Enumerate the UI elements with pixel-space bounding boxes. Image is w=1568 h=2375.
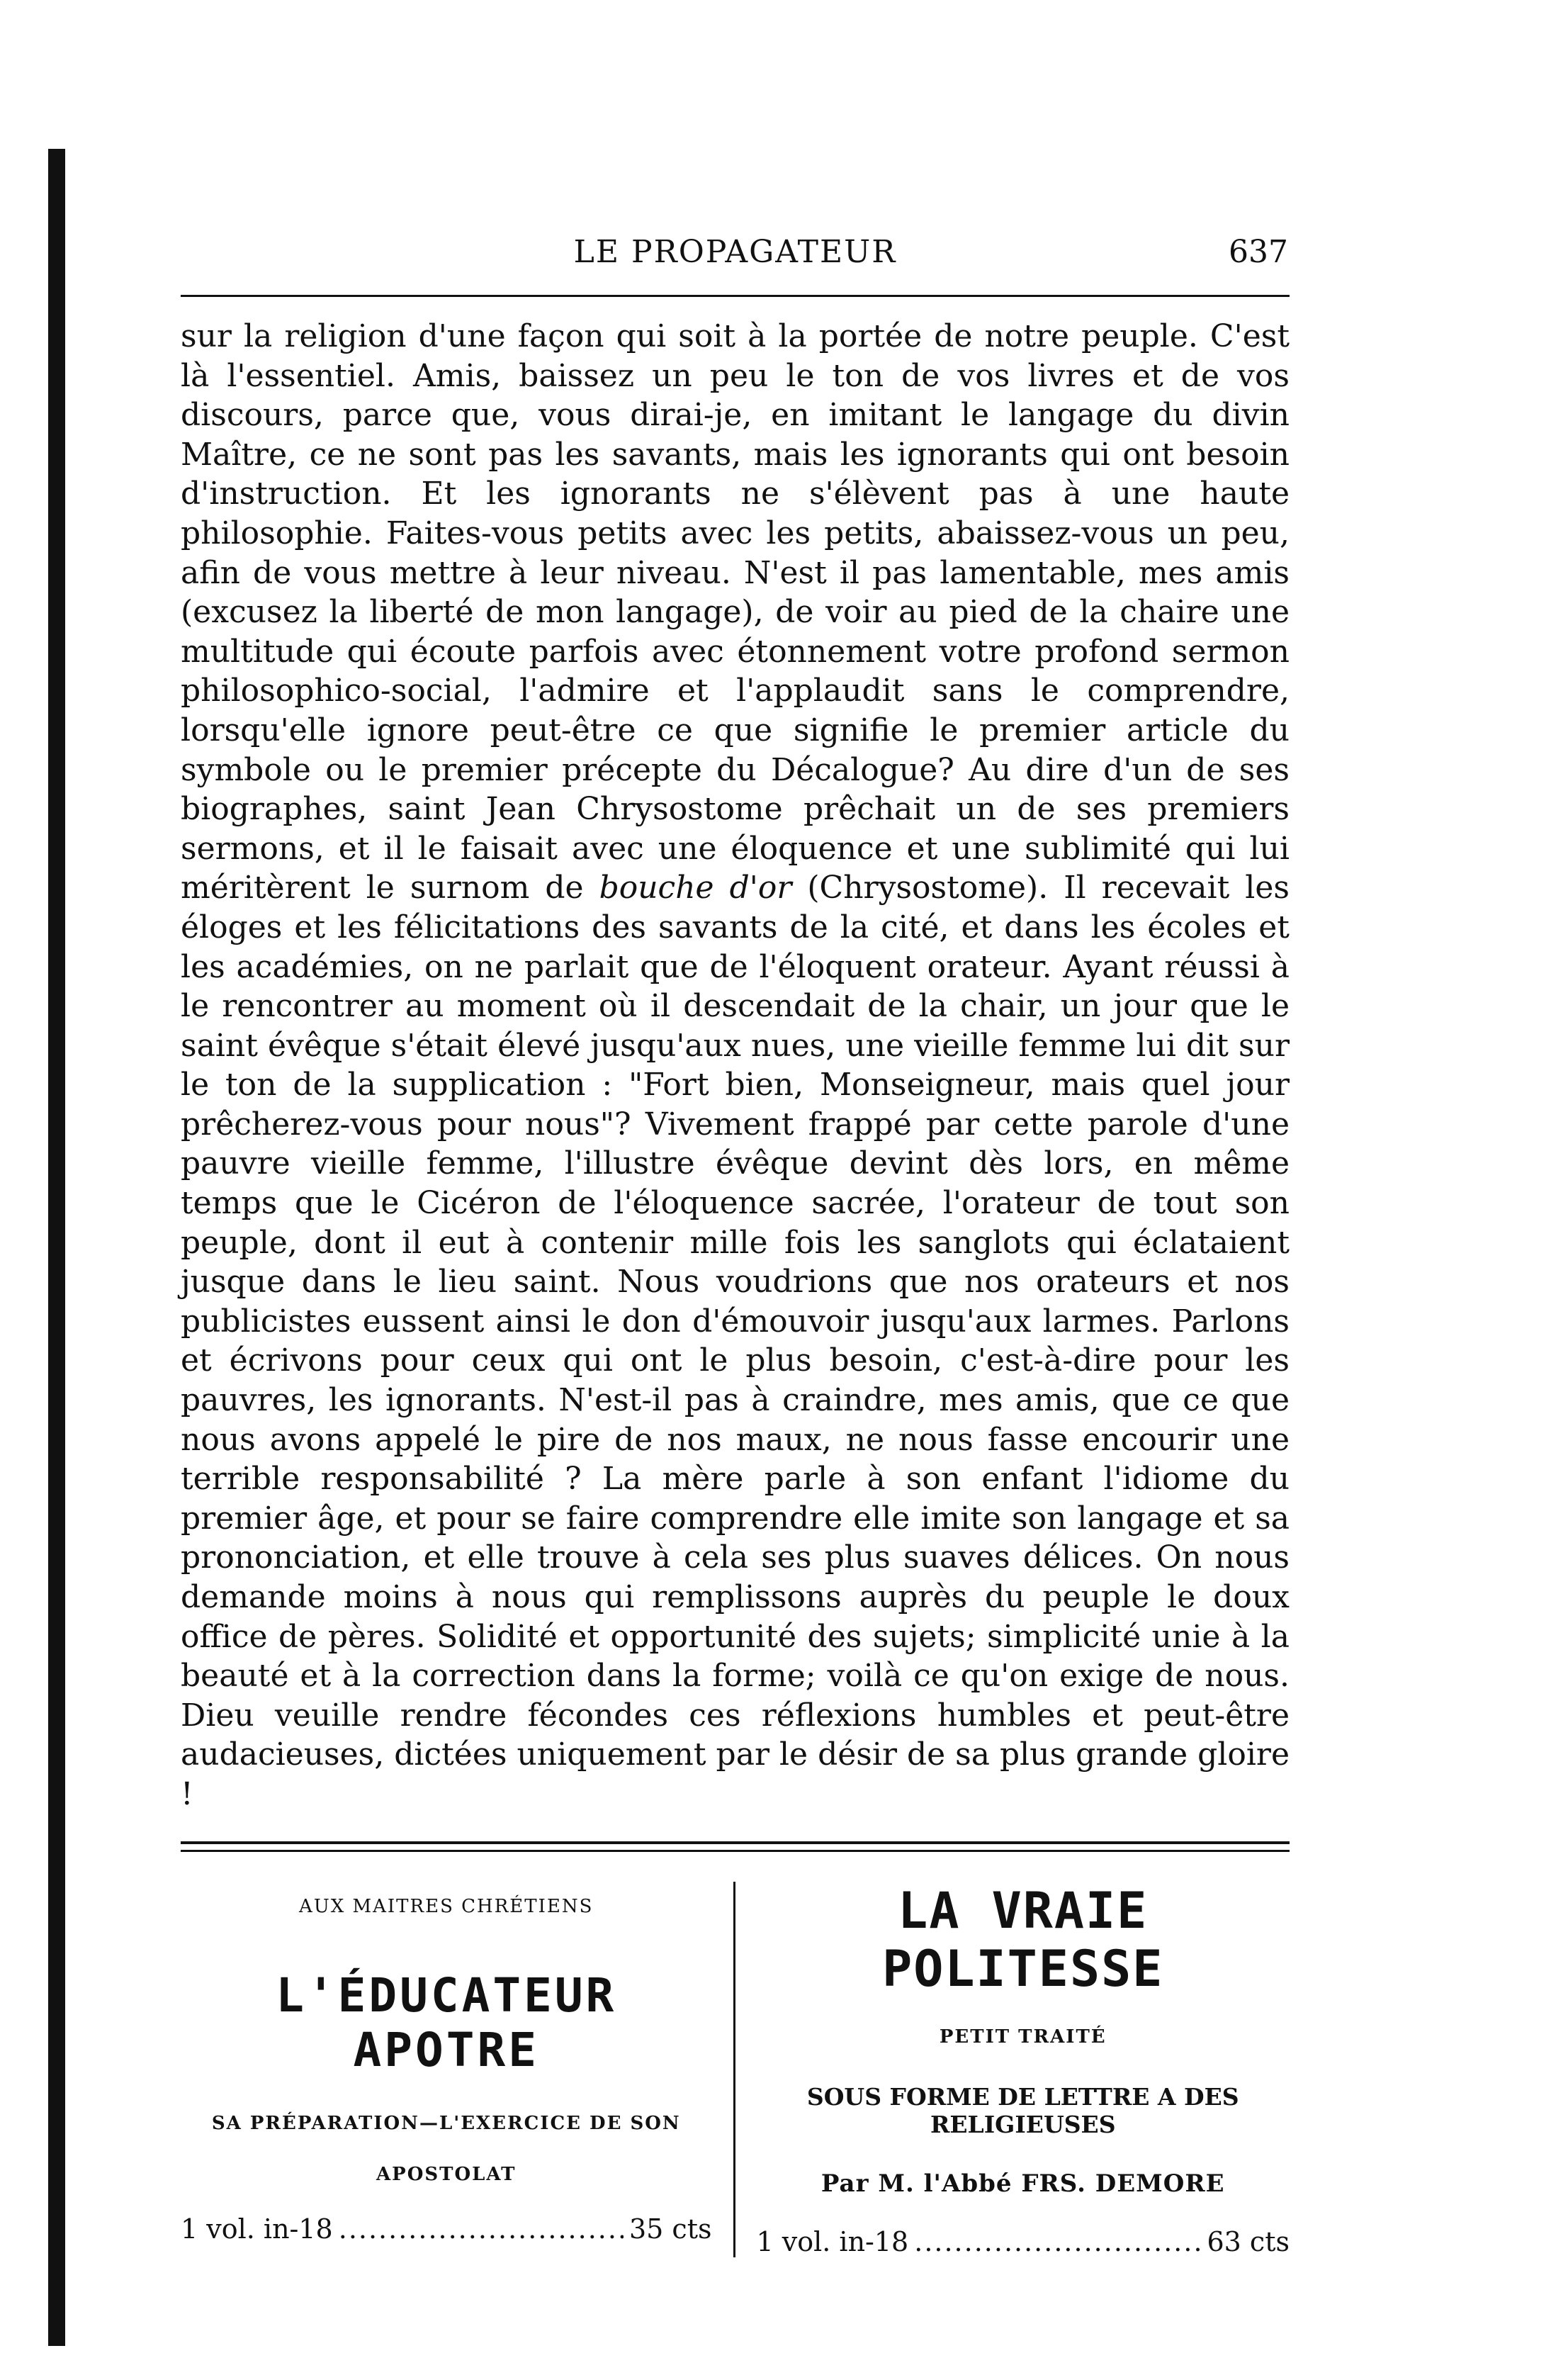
body-paragraph	[181, 317, 1290, 1814]
running-head	[181, 234, 1290, 283]
ad-dedication: AUX MAITRES CHRÉTIENS	[299, 1895, 594, 1917]
binding-edge	[48, 149, 65, 2346]
page-number: 637	[1229, 234, 1288, 270]
ad-author: Par M. l'Abbé FRS. DEMORE	[820, 2169, 1225, 2198]
ad-title: LA VRAIE POLITESSE	[882, 1881, 1164, 1998]
ad-subtitle-continued: SOUS FORME DE LETTRE A DES RELIGIEUSES	[806, 2082, 1239, 2138]
ad-price-line	[181, 2213, 712, 2245]
advertisement-educateur-apotre	[181, 1882, 735, 2257]
advertisements	[181, 1882, 1290, 2257]
ad-format: 1 vol. in-18	[181, 2213, 333, 2245]
section-divider	[181, 1841, 1290, 1852]
advertisement-vraie-politesse	[735, 1882, 1290, 2257]
italic-phrase: bouche d'or	[599, 870, 792, 906]
header-rule	[181, 295, 1290, 297]
page	[181, 234, 1290, 2257]
running-title: LE PROPAGATEUR	[573, 234, 897, 270]
leader-dots	[914, 2226, 1201, 2257]
ad-format: 1 vol. in-18	[756, 2225, 909, 2257]
ad-price: 63 cts	[1207, 2225, 1290, 2257]
ad-subtitle: PETIT TRAITÉ	[939, 2026, 1107, 2048]
ad-price: 35 cts	[629, 2213, 712, 2245]
ad-title: L'ÉDUCATEUR APOTRE	[276, 1967, 617, 2077]
ad-subtitle-continued: APOSTOLAT	[376, 2163, 517, 2185]
leader-dots	[339, 2213, 624, 2245]
ad-price-line	[757, 2226, 1290, 2257]
body-text-before: sur la religion d'une façon qui soit à la portée de notre peuple. C'est là l'essentiel. Amis, baissez un peu le ton de vos livres et de vos discours, parce que, vous dirai-je, en imitant le langage du divin Maître, ce ne sont pas les savants, mais les ignorants qui ont besoin d'instruction. Et les ignorants ne s'élèvent pas à une haute philosophie. Faites-vous petits avec les petits, abaissez-vous un peu, afin de vous mettre à leur niveau. N'est il pas lamentable, mes amis (excusez la liberté de mon langage), de voir au pied de la chaire une multitude qui écoute parfois avec étonnement votre profond sermon philosophico-social, l'admire et l'applaudit sans le comprendre, lorsqu'elle ignore peut-être ce que signifie le premier article du symbole ou le premier précepte du Décalogue? Au dire d'un de ses biographes, saint Jean Chrysostome prêchait un de ses premiers sermons, et il le faisait avec une éloquence et une sublimité qui lui méritèrent le surnom de	[181, 318, 1290, 906]
body-text-after: (Chrysostome). Il recevait les éloges et les félicitations des savants de la cité, et dans les écoles et les académies, on ne parlait que de l'éloquent orateur. Ayant réussi à le rencontrer au moment où il descendait de la chair, un jour que le saint évêque s'était élevé jusqu'aux nues, une vieille femme lui dit sur le ton de la supplication : "Fort bien, Monseigneur, mais quel jour prêcherez-vous pour nous"? Vivement frappé par cette parole d'une pauvre vieille femme, l'illustre évêque devint dès lors, en même temps que le Cicéron de l'éloquence sacrée, l'orateur de tout son peuple, dont il eut à contenir mille fois les sanglots qui éclataient jusque dans le lieu saint. Nous voudrions que nos orateurs et nos publicistes eussent ainsi le don d'émouvoir jusqu'aux larmes. Parlons et écrivons pour ceux qui ont le plus besoin, c'est-à-dire pour les pauvres, les ignorants. N'est-il pas à craindre, mes amis, que ce que nous avons appelé le pire de nos maux, ne nous fasse encourir une terrible responsabilité ? La mère parle à son enfant l'idiome du premier âge, et pour se faire comprendre elle imite son langage et sa prononciation, et elle trouve à cela ses plus suaves délices. On nous demande moins à nous qui remplissons auprès du peuple le doux office de pères. Solidité et opportunité des sujets; simplicité unie à la beauté et à la correction dans la forme; voilà ce qu'on exige de nous. Dieu veuille rendre fécondes ces réflexions humbles et peut-être audacieuses, dictées uniquement par le désir de sa plus grande gloire !	[181, 870, 1290, 1812]
ad-subtitle: SA PRÉPARATION—L'EXERCICE DE SON	[211, 2112, 681, 2134]
